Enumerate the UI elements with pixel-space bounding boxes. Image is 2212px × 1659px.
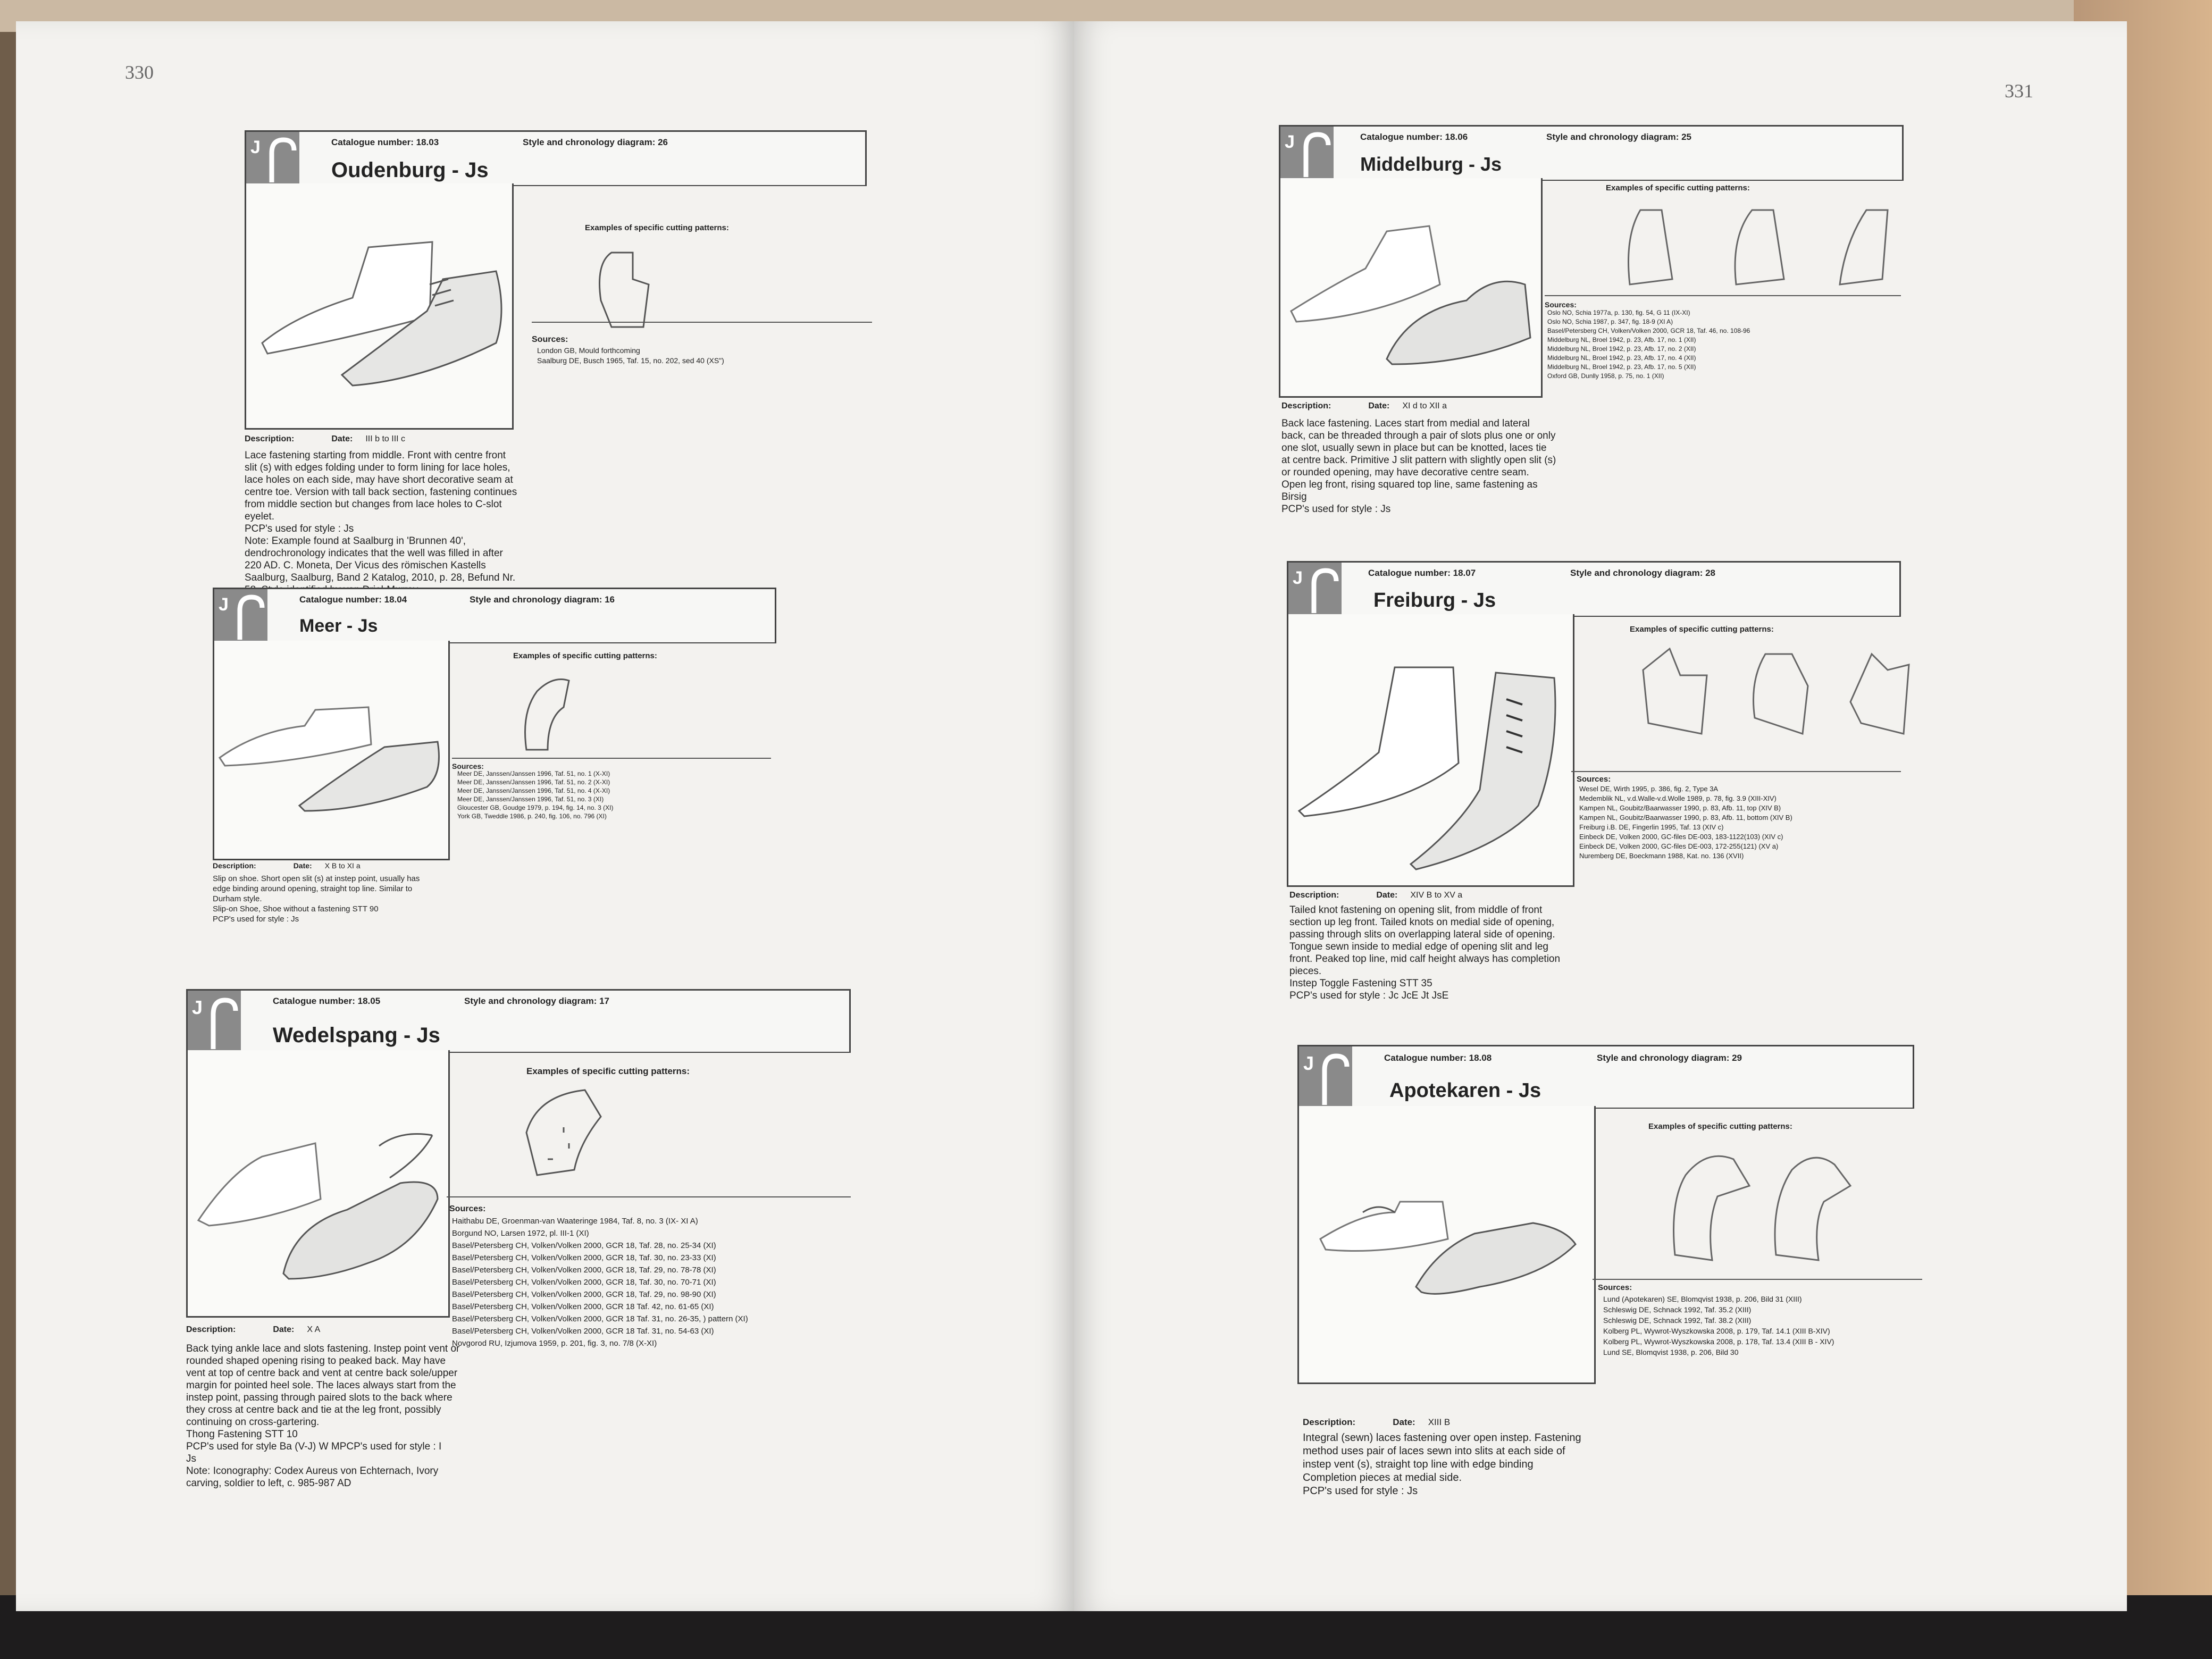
- svg-text:J: J: [1303, 1052, 1314, 1074]
- source-item: Kampen NL, Goubitz/Baarwasser 1990, p. 83, Afb. 11, top (XIV B): [1579, 804, 1781, 812]
- cutting-pattern-icon: [590, 242, 654, 332]
- catalogue-entry: [213, 588, 776, 928]
- divider: [447, 1196, 851, 1197]
- cutting-patterns-label: Examples of specific cutting patterns:: [526, 1066, 690, 1076]
- description-line: continuing on cross-gartering.: [186, 1417, 320, 1428]
- source-item: Oslo NO, Schia 1987, p. 347, fig. 18-9 (XI A): [1547, 318, 1673, 325]
- description-line: Saalburg, Saalburg, Band 2 Katalog, 2010, p. 28, Befund Nr.: [245, 572, 516, 583]
- description-line: Completion pieces at medial side.: [1303, 1472, 1462, 1484]
- shoe-illustration-icon: [188, 1050, 448, 1316]
- description-line: one slot, usually sewn in place but can be knotted, laces tie: [1281, 442, 1547, 454]
- shoe-illustration-icon: [1299, 1106, 1594, 1382]
- source-item: Saalburg DE, Busch 1965, Taf. 15, no. 202, sed 40 (XS"): [537, 356, 724, 365]
- date-label: Date:: [293, 861, 312, 870]
- date-value: XI d to XII a: [1402, 401, 1447, 410]
- right-page: [1074, 21, 2127, 1611]
- date-label: Date:: [273, 1325, 295, 1334]
- page-number: 330: [125, 62, 154, 83]
- description-text: [1281, 417, 1579, 515]
- description-line: Slip on shoe. Short open slit (s) at instep point, usually has: [213, 874, 420, 883]
- style-logo-icon: [1280, 127, 1334, 180]
- style-logo-icon: [246, 132, 299, 185]
- entry-title: Apotekaren - Js: [1389, 1079, 1541, 1102]
- entry-title: Meer - Js: [299, 616, 378, 636]
- description-line: pieces.: [1289, 966, 1322, 977]
- cutting-pattern-icon: [1840, 643, 1914, 739]
- source-item: Kolberg PL, Wywrot-Wyszkowska 2008, p. 179, Taf. 14.1 (XIII B-XIV): [1603, 1327, 1830, 1335]
- description-line: Open leg front, rising squared top line, same fastening as: [1281, 479, 1538, 490]
- left-page: [16, 21, 1074, 1611]
- sources-label: Sources:: [1598, 1283, 1632, 1292]
- description-label: Description:: [1303, 1417, 1356, 1427]
- description-line: PCP's used for style : Js: [1303, 1485, 1418, 1497]
- shoe-illustration-icon: [1288, 614, 1573, 885]
- entry-header: [1287, 561, 1901, 617]
- date-label: Date:: [331, 434, 353, 443]
- catalogue-entry: [1297, 1045, 1914, 1523]
- divider: [1593, 1279, 1922, 1280]
- sources-label: Sources:: [449, 1204, 486, 1213]
- source-item: Meer DE, Janssen/Janssen 1996, Taf. 51, no. 3 (XI): [457, 795, 604, 803]
- description-text: [1303, 1431, 1601, 1498]
- source-item: Basel/Petersberg CH, Volken/Volken 2000, GCR 18, Taf. 29, no. 98-90 (XI): [452, 1290, 716, 1299]
- sources-list: [452, 1215, 748, 1350]
- description-line: Tailed knot fastening on opening slit, from middle of front: [1289, 904, 1543, 916]
- description-line: Back lace fastening. Laces start from medial and lateral: [1281, 418, 1530, 429]
- shoe-illustration-icon: [246, 183, 512, 428]
- source-item: Oxford GB, Dunlly 1958, p. 75, no. 1 (XII): [1547, 372, 1664, 380]
- shoe-drawing: [1297, 1106, 1596, 1384]
- source-item: Gloucester GB, Goudge 1979, p. 194, fig. 14, no. 3 (XI): [457, 804, 614, 811]
- description-line: Back tying ankle lace and slots fastening. Instep point vent or: [186, 1343, 460, 1354]
- cutting-pattern-icon: [1638, 643, 1712, 739]
- shoe-drawing: [245, 183, 514, 430]
- description-line: Js: [186, 1453, 196, 1464]
- style-diagram-number: Style and chronology diagram: 29: [1597, 1053, 1742, 1063]
- source-item: Meer DE, Janssen/Janssen 1996, Taf. 51, no. 1 (X-XI): [457, 770, 610, 777]
- source-item: Middelburg NL, Broel 1942, p. 23, Afb. 17, no. 4 (XII): [1547, 354, 1696, 362]
- entry-header: [213, 588, 776, 643]
- description-text: [245, 449, 542, 596]
- shoe-drawing: [213, 641, 450, 860]
- source-item: Middelburg NL, Broel 1942, p. 23, Afb. 17, no. 5 (XII): [1547, 363, 1696, 371]
- description-line: Birsig: [1281, 491, 1307, 502]
- date-value: XIII B: [1428, 1417, 1451, 1427]
- catalogue-entry: [1279, 125, 1904, 529]
- sources-label: Sources:: [1545, 300, 1577, 309]
- source-item: Freiburg i.B. DE, Fingerlin 1995, Taf. 13 (XIV c): [1579, 823, 1724, 831]
- source-item: Einbeck DE, Volken 2000, GC-files DE-003, 172-255(121) (XV a): [1579, 842, 1779, 850]
- svg-text:J: J: [250, 137, 261, 157]
- source-item: Middelburg NL, Broel 1942, p. 23, Afb. 17, no. 1 (XII): [1547, 336, 1696, 343]
- cutting-patterns-label: Examples of specific cutting patterns:: [1606, 183, 1750, 192]
- cutting-pattern-icon: [1619, 199, 1678, 290]
- description-text: [186, 1343, 495, 1489]
- description-line: Note: Example found at Saalburg in 'Brunnen 40',: [245, 535, 466, 547]
- catalogue-number: Catalogue number: 18.05: [273, 996, 381, 1006]
- cutting-pattern-icon: [1765, 1143, 1856, 1266]
- source-item: Meer DE, Janssen/Janssen 1996, Taf. 51, no. 2 (X-XI): [457, 778, 610, 786]
- source-item: Lund (Apotekaren) SE, Blomqvist 1938, p. 206, Bild 31 (XIII): [1603, 1295, 1802, 1303]
- svg-text:J: J: [219, 594, 229, 615]
- description-header: [1281, 401, 1447, 411]
- description-label: Description:: [1289, 891, 1339, 900]
- cutting-patterns-label: Examples of specific cutting patterns:: [513, 651, 657, 660]
- entry-header: [186, 989, 851, 1053]
- date-label: Date:: [1393, 1417, 1415, 1427]
- date-value: XIV B to XV a: [1410, 891, 1463, 900]
- description-line: edge binding around opening, straight top line. Similar to: [213, 884, 413, 893]
- description-header: [213, 861, 361, 870]
- date-value: III b to III c: [365, 434, 406, 443]
- source-item: Borgund NO, Larsen 1972, pl. III-1 (XI): [452, 1229, 589, 1238]
- description-line: Durham style.: [213, 894, 262, 903]
- source-item: Schleswig DE, Schnack 1992, Taf. 35.2 (XIII): [1603, 1305, 1752, 1314]
- shoe-drawing: [186, 1050, 450, 1318]
- entry-header: [245, 130, 867, 186]
- description-line: Lace fastening starting from middle. Front with centre front: [245, 450, 506, 461]
- description-line: 220 AD. C. Moneta, Der Vicus des römischen Kastells: [245, 560, 486, 571]
- divider: [452, 758, 771, 759]
- catalogue-number: Catalogue number: 18.08: [1384, 1053, 1492, 1063]
- description-line: PCP's used for style : Jc JcE Jt JsE: [1289, 990, 1449, 1001]
- description-line: PCP's used for style : Js: [213, 915, 299, 924]
- shoe-drawing: [1279, 178, 1543, 398]
- source-item: Basel/Petersberg CH, Volken/Volken 2000, GCR 18, Taf. 30, no. 70-71 (XI): [452, 1278, 716, 1287]
- catalogue-number: Catalogue number: 18.07: [1368, 568, 1476, 578]
- description-line: Integral (sewn) laces fastening over open instep. Fastening: [1303, 1432, 1581, 1444]
- cutting-pattern-icon: [1725, 199, 1789, 290]
- description-line: vent at top of centre back and vent at centre back sole/upper: [186, 1368, 458, 1379]
- description-line: PCP's used for style : Js: [1281, 504, 1391, 515]
- source-item: Haithabu DE, Groenman-van Waateringe 1984, Taf. 8, no. 3 (IX- XI A): [452, 1217, 698, 1226]
- style-diagram-number: Style and chronology diagram: 17: [464, 996, 610, 1006]
- source-item: Basel/Petersberg CH, Volken/Volken 2000, GCR 18, Taf. 28, no. 25-34 (XI): [452, 1241, 716, 1250]
- shoe-illustration-icon: [1280, 178, 1541, 396]
- entry-title: Wedelspang - Js: [273, 1024, 440, 1047]
- divider: [1571, 771, 1901, 772]
- description-line: PCP's used for style Ba (V-J) W MPCP's used for style : I: [186, 1441, 442, 1452]
- description-line: centre toe. Version with tall back section, fastening continues: [245, 487, 517, 498]
- sources-list: [1579, 784, 1792, 861]
- sources-label: Sources:: [452, 762, 484, 770]
- cutting-patterns-label: Examples of specific cutting patterns:: [1648, 1122, 1792, 1131]
- source-item: Middelburg NL, Broel 1942, p. 23, Afb. 17, no. 2 (XII): [1547, 345, 1696, 353]
- source-item: Meer DE, Janssen/Janssen 1996, Taf. 51, no. 4 (X-XI): [457, 787, 610, 794]
- description-line: rounded shaped opening rising to peaked back. May have: [186, 1355, 446, 1367]
- date-value: X B to XI a: [324, 861, 361, 870]
- description-line: carving, soldier to left, c. 985-987 AD: [186, 1478, 351, 1489]
- style-diagram-number: Style and chronology diagram: 25: [1546, 132, 1692, 142]
- catalogue-entry: [1287, 561, 1901, 1008]
- source-item: Basel/Petersberg CH, Volken/Volken 2000, GCR 18 Taf. 42, no. 61-65 (XI): [452, 1302, 714, 1311]
- divider: [532, 322, 872, 323]
- cutting-pattern-icon: [516, 670, 580, 755]
- date-label: Date:: [1376, 891, 1398, 900]
- catalogue-entry: [186, 989, 851, 1515]
- source-item: Basel/Petersberg CH, Volken/Volken 2000, GCR 18, Taf. 29, no. 78-78 (XI): [452, 1266, 716, 1275]
- svg-text:J: J: [192, 996, 203, 1018]
- style-diagram-number: Style and chronology diagram: 28: [1570, 568, 1716, 578]
- description-line: lace holes on each side, may have short decorative seam at: [245, 474, 513, 485]
- source-item: Novgorod RU, Izjumova 1959, p. 201, fig. 3, no. 7/8 (X-XI): [452, 1339, 657, 1348]
- cutting-patterns-label: Examples of specific cutting patterns:: [585, 223, 729, 232]
- source-item: Oslo NO, Schia 1977a, p. 130, fig. 54, G 11 (IX-XI): [1547, 309, 1690, 316]
- sources-list: [1603, 1294, 1834, 1358]
- catalogue-number: Catalogue number: 18.06: [1360, 132, 1468, 142]
- date-value: X A: [307, 1325, 321, 1334]
- description-line: they cross at centre back and tie at the leg front, possibly: [186, 1404, 441, 1415]
- description-header: [1303, 1417, 1450, 1428]
- description-line: method uses pair of laces sewn into slits at each side of: [1303, 1445, 1565, 1457]
- description-line: back, can be threaded through a pair of slots plus one or only: [1281, 430, 1556, 441]
- shoe-illustration-icon: [214, 641, 448, 859]
- sources-label: Sources:: [1577, 775, 1611, 784]
- description-line: instep point, passing through paired slots to the back where: [186, 1392, 453, 1403]
- description-line: margin for pointed heel sole. The laces always start from the: [186, 1380, 456, 1391]
- description-line: PCP's used for style : Js: [245, 523, 354, 534]
- description-line: passing through slits on overlapping lateral side of opening.: [1289, 929, 1555, 940]
- description-text: [213, 874, 468, 924]
- description-line: slit (s) with edges folding under to form lining for lace holes,: [245, 462, 510, 473]
- entry-header: [1297, 1045, 1914, 1109]
- description-line: Thong Fastening STT 10: [186, 1429, 298, 1440]
- source-item: London GB, Mould forthcoming: [537, 346, 640, 355]
- cutting-pattern-icon: [1744, 643, 1819, 739]
- page-number: 331: [2005, 80, 2033, 102]
- style-logo-icon: [1299, 1046, 1352, 1108]
- source-item: Basel/Petersberg CH, Volken/Volken 2000, GCR 18, Taf. 30, no. 23-33 (XI): [452, 1253, 716, 1262]
- svg-text:J: J: [1293, 568, 1303, 588]
- description-line: Slip-on Shoe, Shoe without a fastening STT 90: [213, 904, 379, 914]
- divider: [1545, 295, 1901, 296]
- description-header: [245, 434, 405, 444]
- style-logo-icon: [214, 589, 267, 642]
- style-logo-icon: [188, 991, 241, 1052]
- sources-label: Sources:: [532, 335, 568, 344]
- source-item: Einbeck DE, Volken 2000, GC-files DE-003, 183-1122(103) (XIV c): [1579, 833, 1783, 841]
- description-label: Description:: [186, 1325, 236, 1334]
- description-header: [186, 1325, 320, 1335]
- cutting-pattern-icon: [1664, 1143, 1755, 1266]
- description-line: Note: Iconography: Codex Aureus von Echternach, Ivory: [186, 1465, 439, 1477]
- description-label: Description:: [213, 861, 256, 870]
- catalogue-number: Catalogue number: 18.03: [331, 137, 439, 147]
- source-item: Wesel DE, Wirth 1995, p. 386, fig. 2, Type 3A: [1579, 785, 1719, 793]
- style-diagram-number: Style and chronology diagram: 16: [470, 594, 615, 605]
- description-header: [1289, 891, 1462, 900]
- source-item: Basel/Petersberg CH, Volken/Volken 2000, GCR 18 Taf. 31, no. 54-63 (XI): [452, 1327, 714, 1336]
- description-label: Description:: [1281, 401, 1331, 410]
- source-item: Basel/Petersberg CH, Volken/Volken 2000, GCR 18, Taf. 46, no. 108-96: [1547, 327, 1750, 334]
- description-line: at centre back. Primitive J slit pattern with slightly open slit (s): [1281, 455, 1556, 466]
- catalogue-number: Catalogue number: 18.04: [299, 594, 407, 605]
- description-line: Tongue sewn inside to medial edge of opening slit and leg: [1289, 941, 1548, 952]
- catalogue-entry: [245, 130, 867, 582]
- source-item: Lund SE, Blomqvist 1938, p. 206, Bild 30: [1603, 1348, 1739, 1356]
- svg-text:J: J: [1285, 132, 1295, 152]
- source-item: Schleswig DE, Schnack 1992, Taf. 38.2 (XIII): [1603, 1316, 1752, 1325]
- entry-header: [1279, 125, 1904, 181]
- source-item: Nuremberg DE, Boeckmann 1988, Kat. no. 136 (XVII): [1579, 852, 1744, 860]
- cutting-pattern-icon: [1829, 199, 1893, 290]
- description-line: Instep Toggle Fastening STT 35: [1289, 978, 1432, 989]
- style-logo-icon: [1288, 563, 1342, 616]
- description-line: or rounded opening, may have decorative centre seam.: [1281, 467, 1529, 478]
- source-item: Kampen NL, Goubitz/Baarwasser 1990, p. 83, Afb. 11, bottom (XIV B): [1579, 814, 1792, 822]
- source-item: Basel/Petersberg CH, Volken/Volken 2000, GCR 18 Taf. 31, no. 26-35, ) pattern (XI): [452, 1314, 748, 1323]
- entry-title: Middelburg - Js: [1360, 153, 1502, 175]
- shoe-drawing: [1287, 614, 1574, 887]
- description-line: front. Peaked top line, mid calf height always has completion: [1289, 953, 1561, 965]
- sources-list: [1547, 308, 1750, 381]
- source-item: Kolberg PL, Wywrot-Wyszkowska 2008, p. 178, Taf. 13.4 (XIII B - XIV): [1603, 1337, 1834, 1346]
- cutting-pattern-icon: [516, 1085, 606, 1180]
- source-item: York GB, Tweddle 1986, p. 240, fig. 106, no. 796 (XI): [457, 812, 607, 820]
- cutting-patterns-label: Examples of specific cutting patterns:: [1630, 625, 1774, 634]
- description-text: [1289, 904, 1598, 1002]
- style-diagram-number: Style and chronology diagram: 26: [523, 137, 668, 147]
- description-label: Description:: [245, 434, 295, 443]
- date-label: Date:: [1368, 401, 1390, 410]
- description-line: eyelet.: [245, 511, 274, 522]
- description-line: instep vent (s), straight top line with edge binding: [1303, 1459, 1534, 1470]
- sources-list: [457, 769, 614, 820]
- description-line: from middle section but changes from lace holes to C-slot: [245, 499, 502, 510]
- entry-title: Freiburg - Js: [1373, 589, 1496, 611]
- sources-list: [537, 346, 724, 366]
- entry-title: Oudenburg - Js: [331, 158, 489, 182]
- source-item: Medemblik NL, v.d.Walle-v.d.Wolle 1989, p. 78, fig. 3.9 (XIII-XIV): [1579, 794, 1777, 802]
- description-line: dendrochronology indicates that the well was filled in after: [245, 548, 503, 559]
- description-line: section up leg front. Tailed knots on medial side of opening,: [1289, 917, 1555, 928]
